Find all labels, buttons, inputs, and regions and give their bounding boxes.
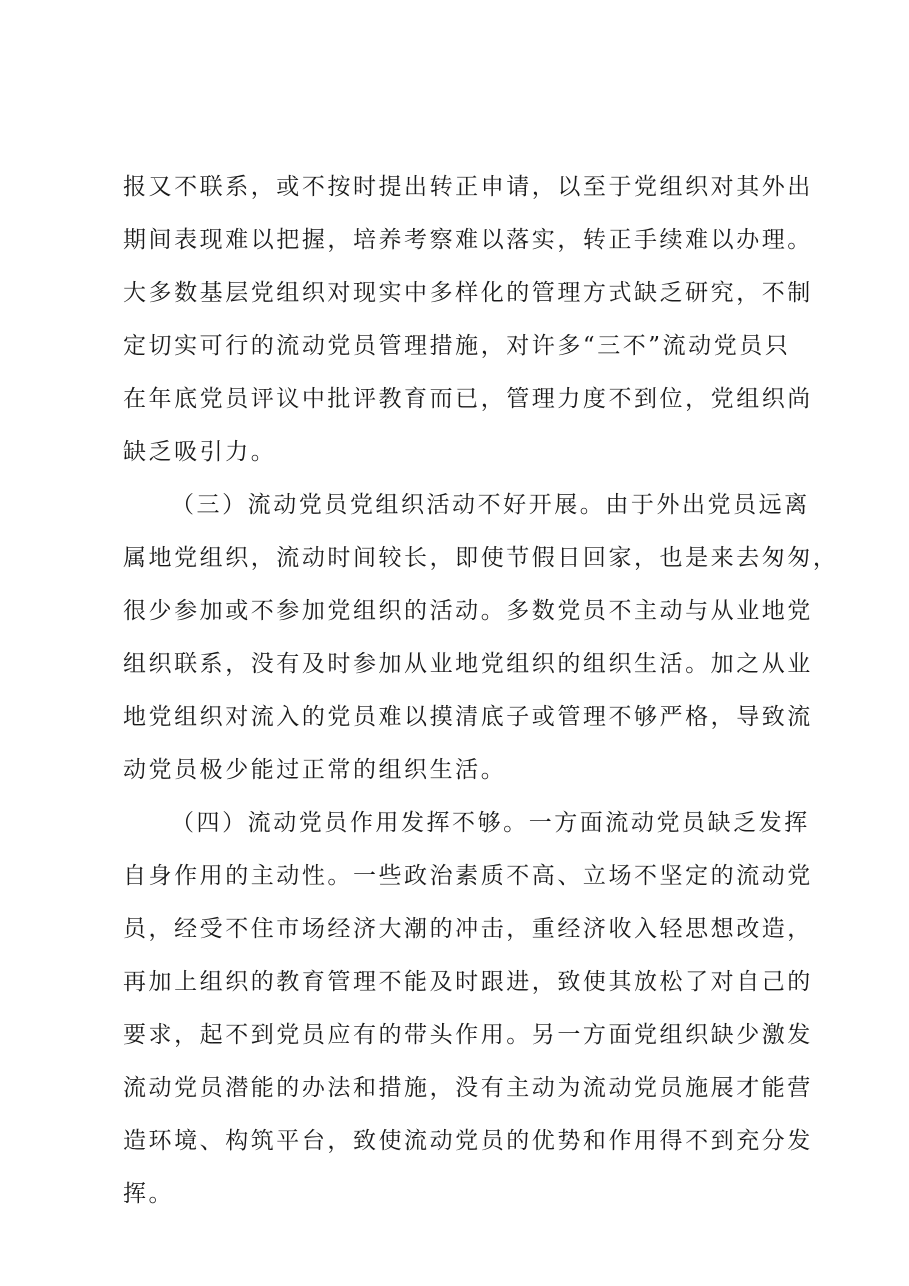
text-line: 动党员极少能过正常的组织生活。 [123, 757, 507, 783]
text-line: 报又不联系，或不按时提出转正申请，以至于党组织对其外出 [123, 174, 813, 200]
text-line: 员，经受不住市场经济大潮的冲击，重经济收入轻思想改造， [123, 916, 813, 942]
text-line: 要求，起不到党员应有的带头作用。另一方面党组织缺少激发 [123, 1022, 813, 1048]
text-line: 自身作用的主动性。一些政治素质不高、立场不坚定的流动党 [123, 863, 813, 889]
text-line: 造环境、构筑平台，致使流动党员的优势和作用得不到充分发 [123, 1128, 813, 1154]
text-line: 流动党员潜能的办法和措施，没有主动为流动党员施展才能营 [123, 1075, 813, 1101]
section-heading-line: （四）流动党员作用发挥不够。一方面流动党员缺乏发挥 [171, 810, 810, 836]
text-line: 挥。 [123, 1181, 175, 1207]
text-line: 缺乏吸引力。 [123, 439, 277, 465]
text-line: 很少参加或不参加党组织的活动。多数党员不主动与从业地党 [123, 598, 813, 624]
text-line: 再加上组织的教育管理不能及时跟进，致使其放松了对自己的 [123, 969, 813, 995]
text-line: 属地党组织，流动时间较长，即使节假日回家，也是来去匆匆， [123, 545, 839, 571]
section-heading-line: （三）流动党员党组织活动不好开展。由于外出党员远离 [171, 492, 810, 518]
text-line: 地党组织对流入的党员难以摸清底子或管理不够严格，导致流 [123, 704, 813, 730]
text-line: 期间表现难以把握，培养考察难以落实，转正手续难以办理。 [123, 227, 813, 253]
text-line: 在年底党员评议中批评教育而已，管理力度不到位，党组织尚 [123, 386, 813, 412]
text-line: 组织联系，没有及时参加从业地党组织的组织生活。加之从业 [123, 651, 813, 677]
text-line: 大多数基层党组织对现实中多样化的管理方式缺乏研究，不制 [123, 280, 813, 306]
text-line: 定切实可行的流动党员管理措施，对许多“三不”流动党员只 [123, 333, 791, 359]
